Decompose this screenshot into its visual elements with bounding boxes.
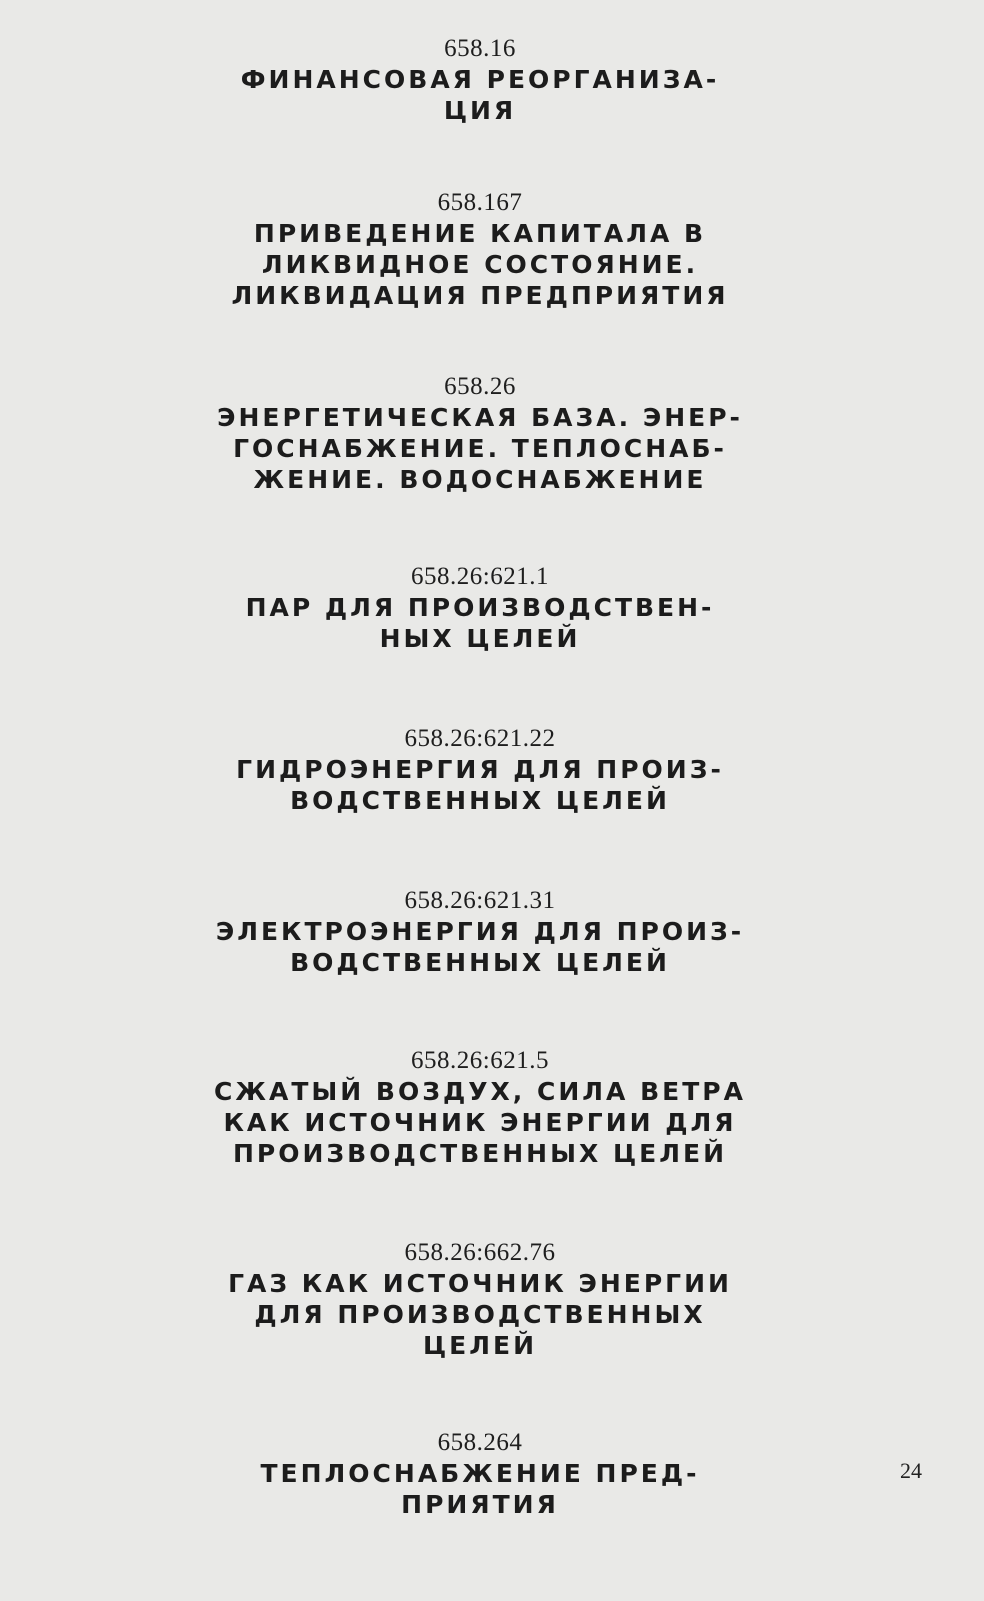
entry-658-26-621-31 — [140, 886, 820, 978]
page-number: 24 — [900, 1458, 922, 1483]
entry-heading — [140, 218, 820, 311]
entry-heading — [140, 1458, 820, 1520]
entry-heading — [140, 592, 820, 654]
entry-658-26-621-1 — [140, 562, 820, 654]
entry-658-26-621-5 — [140, 1046, 820, 1169]
entry-code: 658.26:621.31 — [404, 887, 556, 914]
heading-line: ПРИВЕДЕНИЕ КАПИТАЛА В — [253, 219, 707, 248]
entry-heading — [140, 1076, 820, 1169]
heading-line: ЛИКВИДАЦИЯ ПРЕДПРИЯТИЯ — [231, 281, 729, 310]
heading-line: ГОСНАБЖЕНИЕ. ТЕПЛОСНАБ- — [233, 434, 727, 463]
heading-line: ДЛЯ ПРОИЗВОДСТВЕННЫХ — [254, 1300, 706, 1329]
heading-line: ЖЕНИЕ. ВОДОСНАБЖЕНИЕ — [253, 465, 707, 494]
entry-code: 658.167 — [437, 189, 523, 216]
heading-line: ЦЕЛЕЙ — [422, 1331, 538, 1360]
heading-line: ПРОИЗВОДСТВЕННЫХ ЦЕЛЕЙ — [232, 1139, 728, 1168]
entry-heading — [140, 754, 820, 816]
heading-line: ГИДРОЭНЕРГИЯ ДЛЯ ПРОИЗ- — [236, 755, 724, 784]
entry-658-16 — [140, 34, 820, 126]
entry-658-264 — [140, 1428, 820, 1520]
entry-code: 658.26:621.22 — [404, 725, 556, 752]
heading-line: ЭНЕРГЕТИЧЕСКАЯ БАЗА. ЭНЕР- — [217, 403, 743, 432]
entry-heading — [140, 402, 820, 495]
heading-line: ПАР ДЛЯ ПРОИЗВОДСТВЕН- — [245, 593, 715, 622]
heading-line: НЫХ ЦЕЛЕЙ — [379, 624, 581, 653]
entry-658-26 — [140, 372, 820, 495]
heading-line: ЛИКВИДНОЕ СОСТОЯНИЕ. — [261, 250, 699, 279]
heading-line: ТЕПЛОСНАБЖЕНИЕ ПРЕД- — [260, 1459, 700, 1488]
entry-heading — [140, 1268, 820, 1361]
entry-658-167 — [140, 188, 820, 311]
heading-line: ГАЗ КАК ИСТОЧНИК ЭНЕРГИИ — [228, 1269, 732, 1298]
entry-heading — [140, 64, 820, 126]
entry-code: 658.26:621.5 — [411, 1047, 549, 1074]
entry-code: 658.264 — [437, 1429, 523, 1456]
heading-line: ЦИЯ — [443, 96, 517, 125]
entry-658-26-662-76 — [140, 1238, 820, 1361]
heading-line: ПРИЯТИЯ — [401, 1490, 559, 1519]
entry-code: 658.26:662.76 — [404, 1239, 556, 1266]
heading-line: ЭЛЕКТРОЭНЕРГИЯ ДЛЯ ПРОИЗ- — [215, 917, 745, 946]
heading-line: ФИНАНСОВАЯ РЕОРГАНИЗА- — [240, 65, 720, 94]
heading-line: СЖАТЫЙ ВОЗДУХ, СИЛА ВЕТРА — [214, 1077, 746, 1106]
entry-code: 658.16 — [444, 35, 516, 62]
heading-line: ВОДСТВЕННЫХ ЦЕЛЕЙ — [290, 786, 670, 815]
heading-line: ВОДСТВЕННЫХ ЦЕЛЕЙ — [290, 948, 670, 977]
entry-code: 658.26 — [444, 373, 516, 400]
heading-line: КАК ИСТОЧНИК ЭНЕРГИИ ДЛЯ — [223, 1108, 737, 1137]
entry-code: 658.26:621.1 — [411, 563, 549, 590]
entry-heading — [140, 916, 820, 978]
entry-658-26-621-22 — [140, 724, 820, 816]
